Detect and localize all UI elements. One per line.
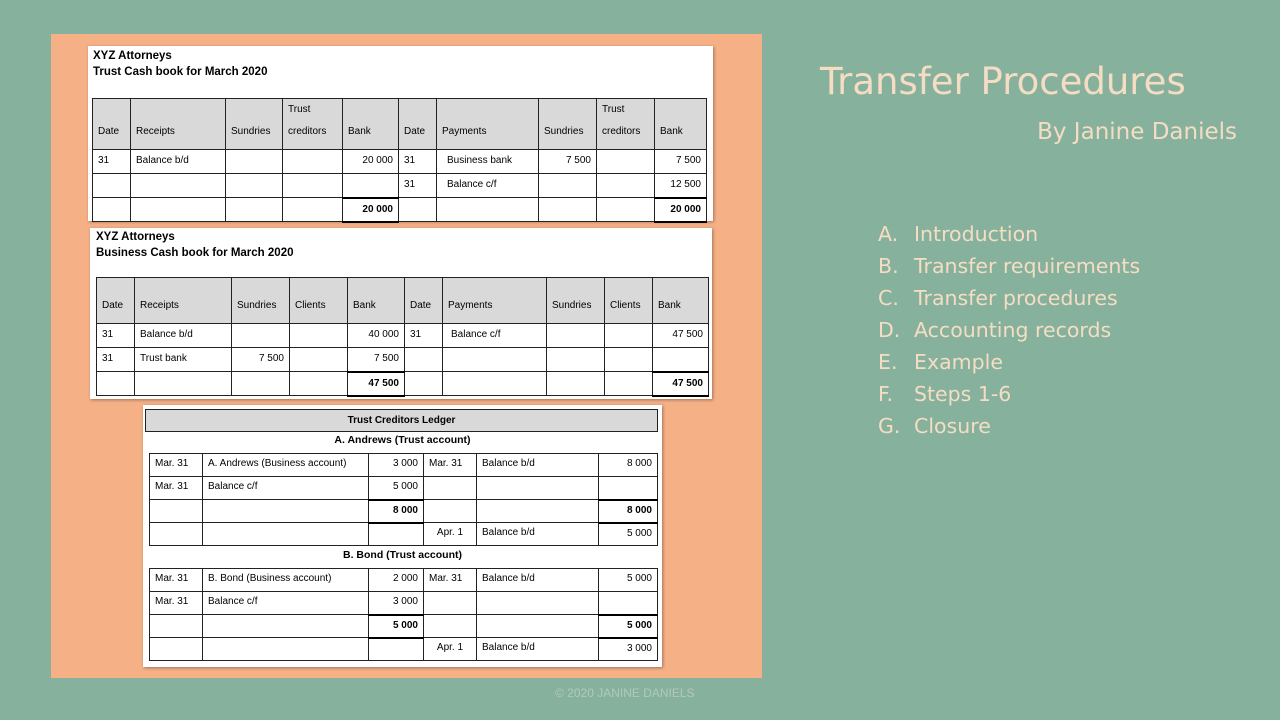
slide-author: By Janine Daniels bbox=[1037, 119, 1237, 145]
agenda-text: Transfer requirements bbox=[914, 254, 1141, 278]
cell: 20 000 bbox=[343, 150, 399, 174]
cell bbox=[605, 348, 653, 372]
agenda-item bbox=[878, 284, 1140, 316]
cell: 5 000 bbox=[599, 569, 658, 592]
cell: Balance b/d bbox=[131, 150, 226, 174]
cell bbox=[93, 174, 131, 198]
cell bbox=[597, 174, 655, 198]
table-row bbox=[97, 324, 709, 348]
cell bbox=[547, 324, 605, 348]
table-row bbox=[150, 592, 658, 615]
total-row bbox=[97, 372, 709, 396]
cell bbox=[135, 372, 232, 396]
cell: 12 500 bbox=[655, 174, 707, 198]
account-title-bond: B. Bond (Trust account) bbox=[343, 549, 462, 561]
cell bbox=[290, 324, 348, 348]
cell bbox=[477, 592, 599, 615]
cell bbox=[203, 638, 369, 661]
cell: 7 500 bbox=[655, 150, 707, 174]
cell bbox=[226, 198, 283, 222]
header-clients: Clients bbox=[605, 278, 653, 324]
agenda-letter: E. bbox=[878, 350, 898, 374]
agenda-item bbox=[878, 380, 1140, 412]
total-row bbox=[150, 500, 658, 523]
trust-cashbook-sheet bbox=[88, 46, 713, 221]
cell bbox=[424, 500, 477, 523]
agenda-text: Steps 1-6 bbox=[914, 382, 1012, 406]
agenda-item bbox=[878, 252, 1140, 284]
cell bbox=[290, 372, 348, 396]
cell bbox=[547, 348, 605, 372]
business-cashbook-table bbox=[96, 277, 709, 397]
cell bbox=[437, 198, 539, 222]
cell bbox=[283, 150, 343, 174]
cell: 7 500 bbox=[348, 348, 405, 372]
cell bbox=[150, 615, 203, 638]
business-cashbook-sheet bbox=[90, 228, 712, 399]
cell bbox=[539, 198, 597, 222]
cell bbox=[477, 477, 599, 500]
trust-cashbook-firm: XYZ Attorneys bbox=[93, 50, 172, 62]
header-sundries: Sundries bbox=[539, 99, 597, 150]
cell bbox=[203, 500, 369, 523]
cell: Balance b/d bbox=[477, 569, 599, 592]
header-payments: Payments bbox=[437, 99, 539, 150]
header-sundries: Sundries bbox=[232, 278, 290, 324]
trust-creditors-ledger-sheet bbox=[143, 405, 662, 667]
cell: 5 000 bbox=[599, 523, 658, 546]
cell bbox=[547, 372, 605, 396]
cell bbox=[597, 150, 655, 174]
cell bbox=[97, 372, 135, 396]
cell bbox=[150, 500, 203, 523]
cell bbox=[653, 348, 709, 372]
agenda-text: Introduction bbox=[914, 222, 1039, 246]
cell: Balance c/f bbox=[443, 324, 547, 348]
cell: 5 000 bbox=[369, 477, 424, 500]
header-payments: Payments bbox=[443, 278, 547, 324]
total-cell: 47 500 bbox=[653, 372, 709, 396]
agenda-item bbox=[878, 220, 1140, 252]
business-cashbook-firm: XYZ Attorneys bbox=[96, 231, 175, 243]
cell: 31 bbox=[405, 324, 443, 348]
cell: Balance c/f bbox=[437, 174, 539, 198]
cell bbox=[131, 198, 226, 222]
cell: Mar. 31 bbox=[424, 569, 477, 592]
table-row bbox=[150, 523, 658, 546]
cell: Apr. 1 bbox=[424, 638, 477, 661]
cell bbox=[226, 174, 283, 198]
total-cell: 47 500 bbox=[348, 372, 405, 396]
ledger-table-andrews bbox=[149, 453, 658, 546]
cell bbox=[150, 638, 203, 661]
cell: B. Bond (Business account) bbox=[203, 569, 369, 592]
header-sundries: Sundries bbox=[226, 99, 283, 150]
cell bbox=[424, 592, 477, 615]
cell bbox=[605, 372, 653, 396]
cell: Balance b/d bbox=[477, 523, 599, 546]
cell bbox=[599, 592, 658, 615]
agenda-list bbox=[878, 220, 1140, 444]
header-trust-creditors: Trust creditors bbox=[283, 99, 343, 150]
cell: 31 bbox=[399, 174, 437, 198]
account-title-andrews: A. Andrews (Trust account) bbox=[334, 434, 471, 446]
trust-cashbook-table bbox=[92, 98, 707, 223]
table-row bbox=[93, 174, 707, 198]
trust-cashbook-title: Trust Cash book for March 2020 bbox=[93, 66, 268, 78]
header-date: Date bbox=[97, 278, 135, 324]
cell bbox=[443, 372, 547, 396]
cell bbox=[443, 348, 547, 372]
cell: 2 000 bbox=[369, 569, 424, 592]
table-row bbox=[150, 454, 658, 477]
cell: 3 000 bbox=[369, 454, 424, 477]
header-bank: Bank bbox=[343, 99, 399, 150]
header-receipts: Receipts bbox=[135, 278, 232, 324]
header-sundries: Sundries bbox=[547, 278, 605, 324]
cell: 8 000 bbox=[599, 454, 658, 477]
agenda-text: Closure bbox=[914, 414, 991, 438]
cell: 31 bbox=[399, 150, 437, 174]
table-row bbox=[150, 477, 658, 500]
agenda-letter: G. bbox=[878, 414, 901, 438]
agenda-letter: A. bbox=[878, 222, 899, 246]
header-bank: Bank bbox=[348, 278, 405, 324]
header-date: Date bbox=[405, 278, 443, 324]
total-cell: 20 000 bbox=[343, 198, 399, 222]
total-cell: 5 000 bbox=[599, 615, 658, 638]
ledger-title: Trust Creditors Ledger bbox=[145, 409, 658, 432]
cell: Mar. 31 bbox=[150, 477, 203, 500]
cell: 7 500 bbox=[232, 348, 290, 372]
cell: A. Andrews (Business account) bbox=[203, 454, 369, 477]
agenda-letter: F. bbox=[878, 382, 894, 406]
agenda-item bbox=[878, 412, 1140, 444]
cell bbox=[283, 174, 343, 198]
total-row bbox=[150, 615, 658, 638]
cell bbox=[203, 615, 369, 638]
cell bbox=[597, 198, 655, 222]
cell: 31 bbox=[97, 348, 135, 372]
cell bbox=[131, 174, 226, 198]
table-row bbox=[93, 150, 707, 174]
agenda-text: Transfer procedures bbox=[914, 286, 1118, 310]
cell: Balance b/d bbox=[135, 324, 232, 348]
header-clients: Clients bbox=[290, 278, 348, 324]
cell bbox=[399, 198, 437, 222]
copyright-footer: © 2020 JANINE DANIELS bbox=[555, 686, 695, 700]
cell: 3 000 bbox=[599, 638, 658, 661]
cell bbox=[290, 348, 348, 372]
total-cell: 8 000 bbox=[599, 500, 658, 523]
header-bank: Bank bbox=[653, 278, 709, 324]
table-row bbox=[150, 569, 658, 592]
cell bbox=[405, 372, 443, 396]
cell bbox=[232, 324, 290, 348]
header-trust-creditors: Trust creditors bbox=[597, 99, 655, 150]
cell bbox=[539, 174, 597, 198]
total-row bbox=[93, 198, 707, 222]
cell: Mar. 31 bbox=[150, 454, 203, 477]
cell: Mar. 31 bbox=[150, 569, 203, 592]
cell: Balance c/f bbox=[203, 592, 369, 615]
total-cell: 5 000 bbox=[369, 615, 424, 638]
business-cashbook-title: Business Cash book for March 2020 bbox=[96, 247, 294, 259]
cell: 3 000 bbox=[369, 592, 424, 615]
cell: 40 000 bbox=[348, 324, 405, 348]
cell bbox=[343, 174, 399, 198]
cell bbox=[605, 324, 653, 348]
header-date: Date bbox=[399, 99, 437, 150]
table-row bbox=[97, 348, 709, 372]
cell bbox=[226, 150, 283, 174]
cell bbox=[232, 372, 290, 396]
cell bbox=[203, 523, 369, 546]
table-row bbox=[150, 638, 658, 661]
agenda-text: Example bbox=[914, 350, 1003, 374]
cell: 31 bbox=[97, 324, 135, 348]
cell: 7 500 bbox=[539, 150, 597, 174]
cell: Mar. 31 bbox=[150, 592, 203, 615]
cell: Balance c/f bbox=[203, 477, 369, 500]
cell: Balance b/d bbox=[477, 638, 599, 661]
agenda-item bbox=[878, 316, 1140, 348]
header-bank: Bank bbox=[655, 99, 707, 150]
cell: 31 bbox=[93, 150, 131, 174]
cell bbox=[477, 500, 599, 523]
header-receipts: Receipts bbox=[131, 99, 226, 150]
cell: Business bank bbox=[437, 150, 539, 174]
cell bbox=[93, 198, 131, 222]
header-date: Date bbox=[93, 99, 131, 150]
cell: Trust bank bbox=[135, 348, 232, 372]
cell: Mar. 31 bbox=[424, 454, 477, 477]
cell bbox=[599, 477, 658, 500]
cell bbox=[424, 615, 477, 638]
agenda-letter: D. bbox=[878, 318, 901, 342]
cell bbox=[150, 523, 203, 546]
agenda-text: Accounting records bbox=[914, 318, 1112, 342]
cell bbox=[369, 523, 424, 546]
cell: 47 500 bbox=[653, 324, 709, 348]
slide-title: Transfer Procedures bbox=[820, 60, 1186, 103]
total-cell: 8 000 bbox=[369, 500, 424, 523]
cell: Balance b/d bbox=[477, 454, 599, 477]
cell: Apr. 1 bbox=[424, 523, 477, 546]
cell bbox=[405, 348, 443, 372]
cell bbox=[477, 615, 599, 638]
cell bbox=[369, 638, 424, 661]
total-cell: 20 000 bbox=[655, 198, 707, 222]
agenda-letter: B. bbox=[878, 254, 899, 278]
cell bbox=[283, 198, 343, 222]
agenda-letter: C. bbox=[878, 286, 899, 310]
agenda-item bbox=[878, 348, 1140, 380]
ledger-table-bond bbox=[149, 568, 658, 661]
cell bbox=[424, 477, 477, 500]
